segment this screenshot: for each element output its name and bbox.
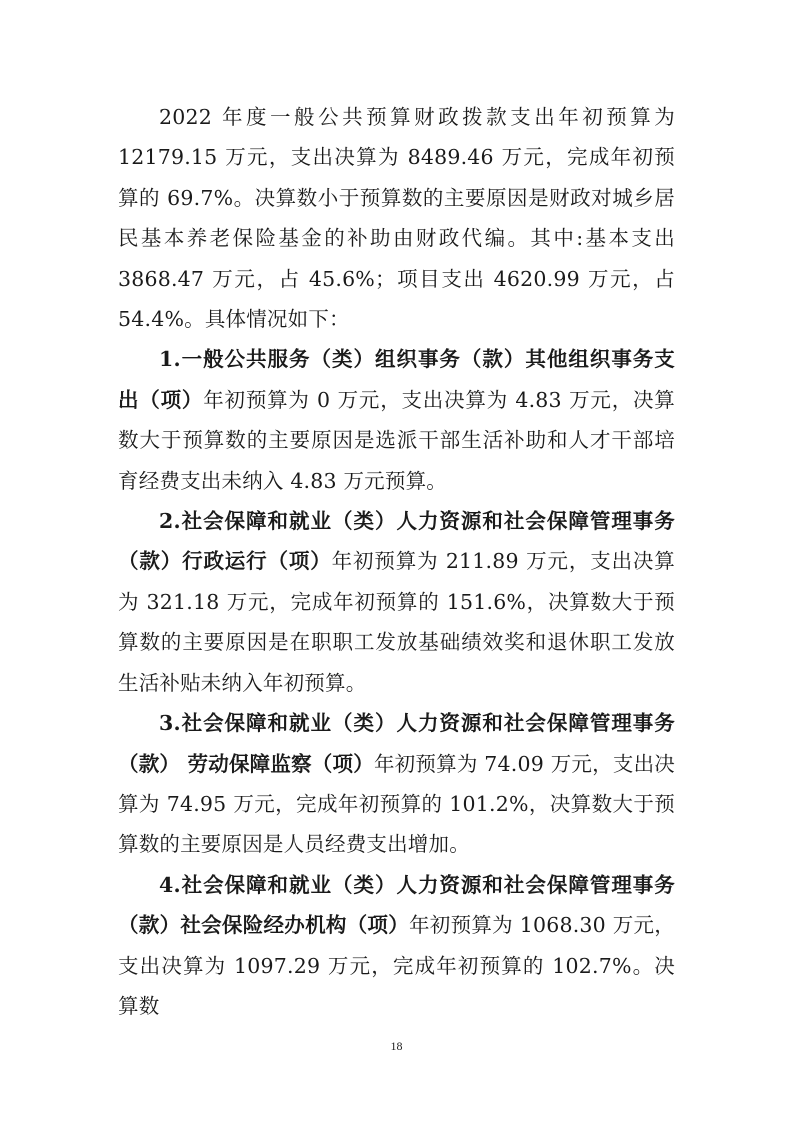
item-2-text: 年初预算为 211.89 万元，支出决算为 321.18 万元，完成年初预算的 151.6%，决算数大于预算数的主要原因是在职职工发放基础绩效奖和退休职工发放生活补贴未纳入年初预算。 (118, 549, 675, 695)
paragraph-summary (118, 97, 675, 339)
item-3-text: 年初预算为 74.09 万元，支出决算为 74.95 万元，完成年初预算的 101.2%，决算数大于预算数的主要原因是人员经费支出增加。 (118, 751, 675, 857)
paragraph-item-1 (118, 339, 675, 501)
item-4-text: 年初预算为 1068.30 万元，支出决算为 1097.29 万元，完成年初预算的 102.7%。决算数 (118, 913, 675, 1018)
paragraph-summary-text: 2022 年度一般公共预算财政拨款支出年初预算为 12179.15 万元，支出决算为 8489.46 万元，完成年初预算的 69.7%。决算数小于预算数的主要原因是财政对城乡居民基本养老保险基金的补助由财政代编。其中:基本支出 3868.47 万元，占 45.6%；项目支出 4620.99 万元，占 54.4%。具体情况如下： (118, 105, 675, 332)
item-3-heading: 3.社会保障和就业（类）人力资源和社会保障管理事务（款） 劳动保障监察（项） (118, 711, 675, 776)
paragraph-item-3 (118, 703, 675, 865)
item-1-heading: 1.一般公共服务（类）组织事务（款）其他组织事务支出（项） (118, 347, 675, 412)
page-number: 18 (390, 1039, 403, 1053)
document-body (118, 97, 675, 1026)
item-1-text: 年初预算为 0 万元，支出决算为 4.83 万元，决算数大于预算数的主要原因是选派干部生活补助和人才干部培育经费支出未纳入 4.83 万元预算。 (118, 387, 675, 493)
item-2-heading: 2.社会保障和就业（类）人力资源和社会保障管理事务（款）行政运行（项） (118, 509, 675, 574)
paragraph-item-4 (118, 865, 675, 1027)
item-4-heading: 4.社会保障和就业（类）人力资源和社会保障管理事务（款）社会保险经办机构（项） (118, 872, 675, 938)
paragraph-item-2 (118, 501, 675, 703)
